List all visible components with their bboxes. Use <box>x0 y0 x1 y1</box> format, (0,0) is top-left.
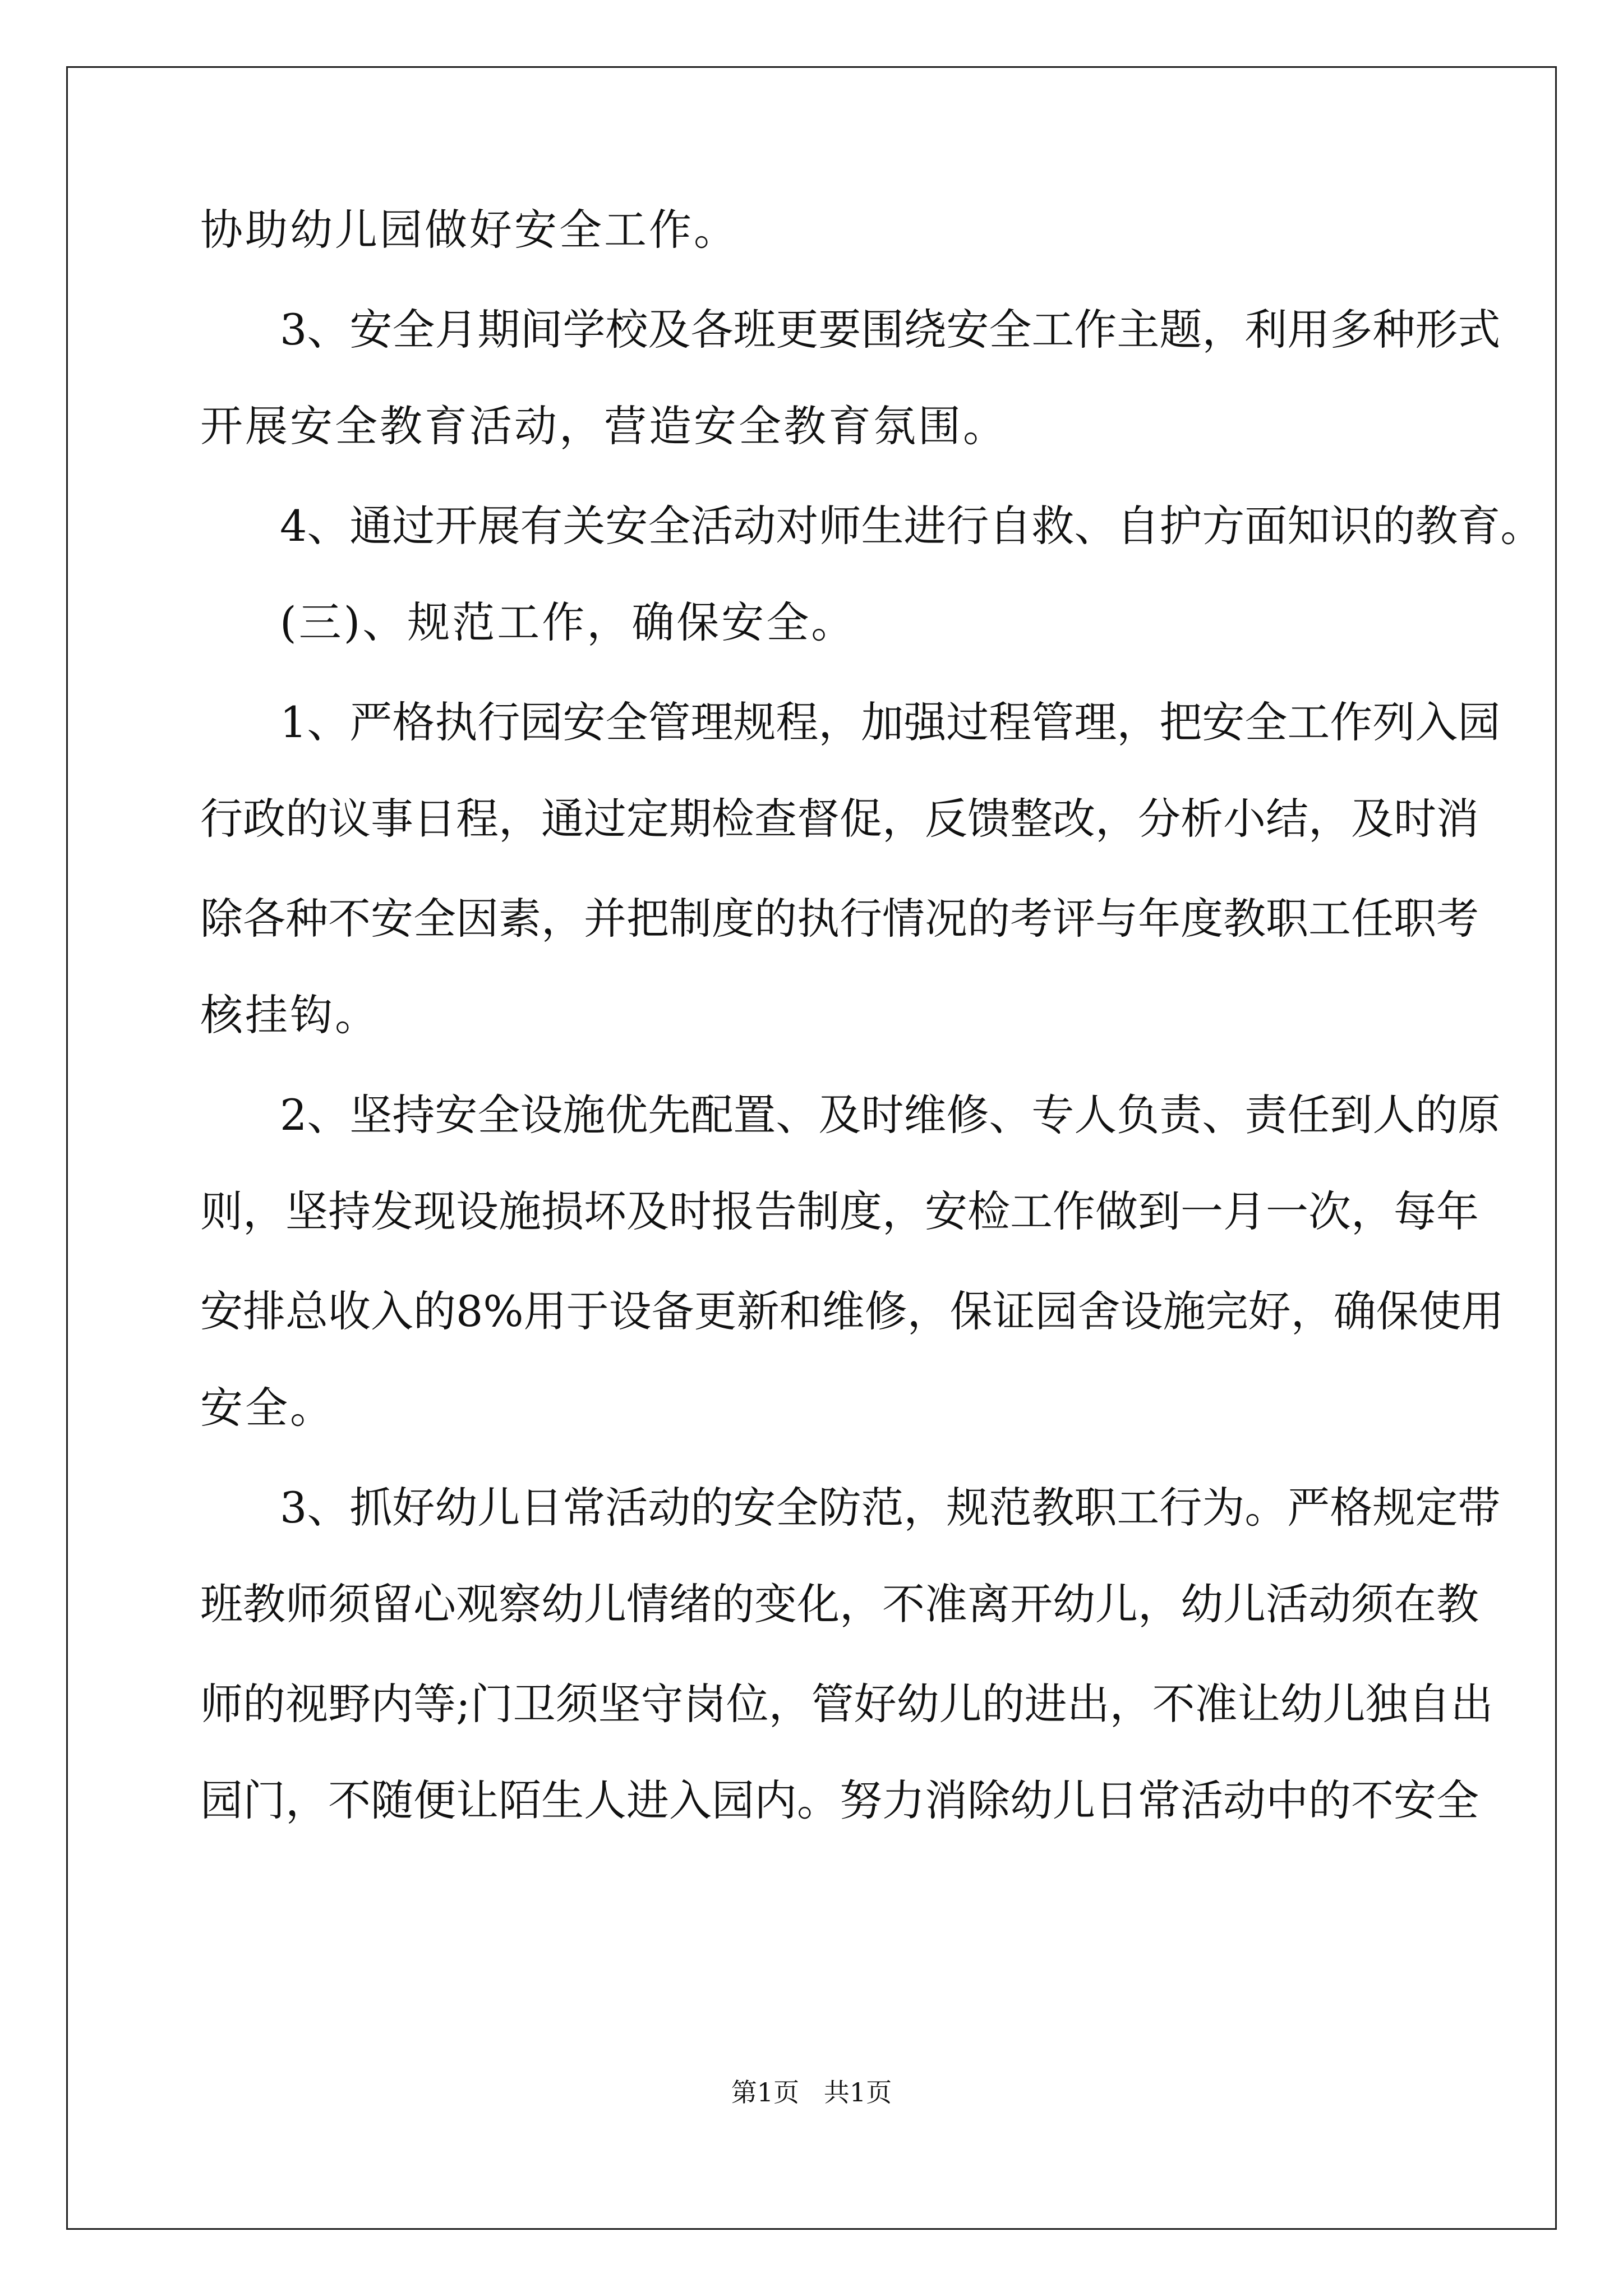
text-line: 开展安全教育活动，营造安全教育氛围。 <box>200 401 1008 451</box>
text-line: 安全。 <box>200 1383 335 1433</box>
page-footer: 第1页 共1页 <box>731 2077 892 2108</box>
text-line: 4、通过开展有关安全活动对师生进行自救、自护方面知识的教育。 <box>280 501 1543 551</box>
text-line: 师的视野内等;门卫须坚守岗位，管好幼儿的进出，不准让幼儿独自出 <box>200 1679 1493 1729</box>
text-line: 协助幼儿园做好安全工作。 <box>200 205 739 255</box>
text-line: 2、坚持安全设施优先配置、及时维修、专人负责、责任到人的原 <box>280 1090 1501 1140</box>
text-line: 1、严格执行园安全管理规程，加强过程管理，把安全工作列入园 <box>280 697 1501 747</box>
text-line: 除各种不安全因素，并把制度的执行情况的考评与年度教职工任职考 <box>200 894 1479 944</box>
text-line: 班教师须留心观察幼儿情绪的变化，不准离开幼儿，幼儿活动须在教 <box>200 1579 1479 1629</box>
text-line: 安排总收入的8%用于设备更新和维修，保证园舍设施完好，确保使用 <box>200 1286 1504 1336</box>
text-line: 3、抓好幼儿日常活动的安全防范，规范教职工行为。严格规定带 <box>280 1483 1501 1533</box>
text-line: 核挂钩。 <box>200 990 380 1040</box>
text-line: 行政的议事日程，通过定期检查督促，反馈整改，分析小结，及时消 <box>200 794 1479 844</box>
text-line: 园门，不随便让陌生人进入园内。努力消除幼儿日常活动中的不安全 <box>200 1775 1479 1825</box>
text-line: 则，坚持发现设施损坏及时报告制度，安检工作做到一月一次，每年 <box>200 1186 1479 1236</box>
section-heading: (三)、规范工作，确保安全。 <box>280 597 856 647</box>
text-line: 3、安全月期间学校及各班更要围绕安全工作主题，利用多种形式 <box>280 305 1501 355</box>
